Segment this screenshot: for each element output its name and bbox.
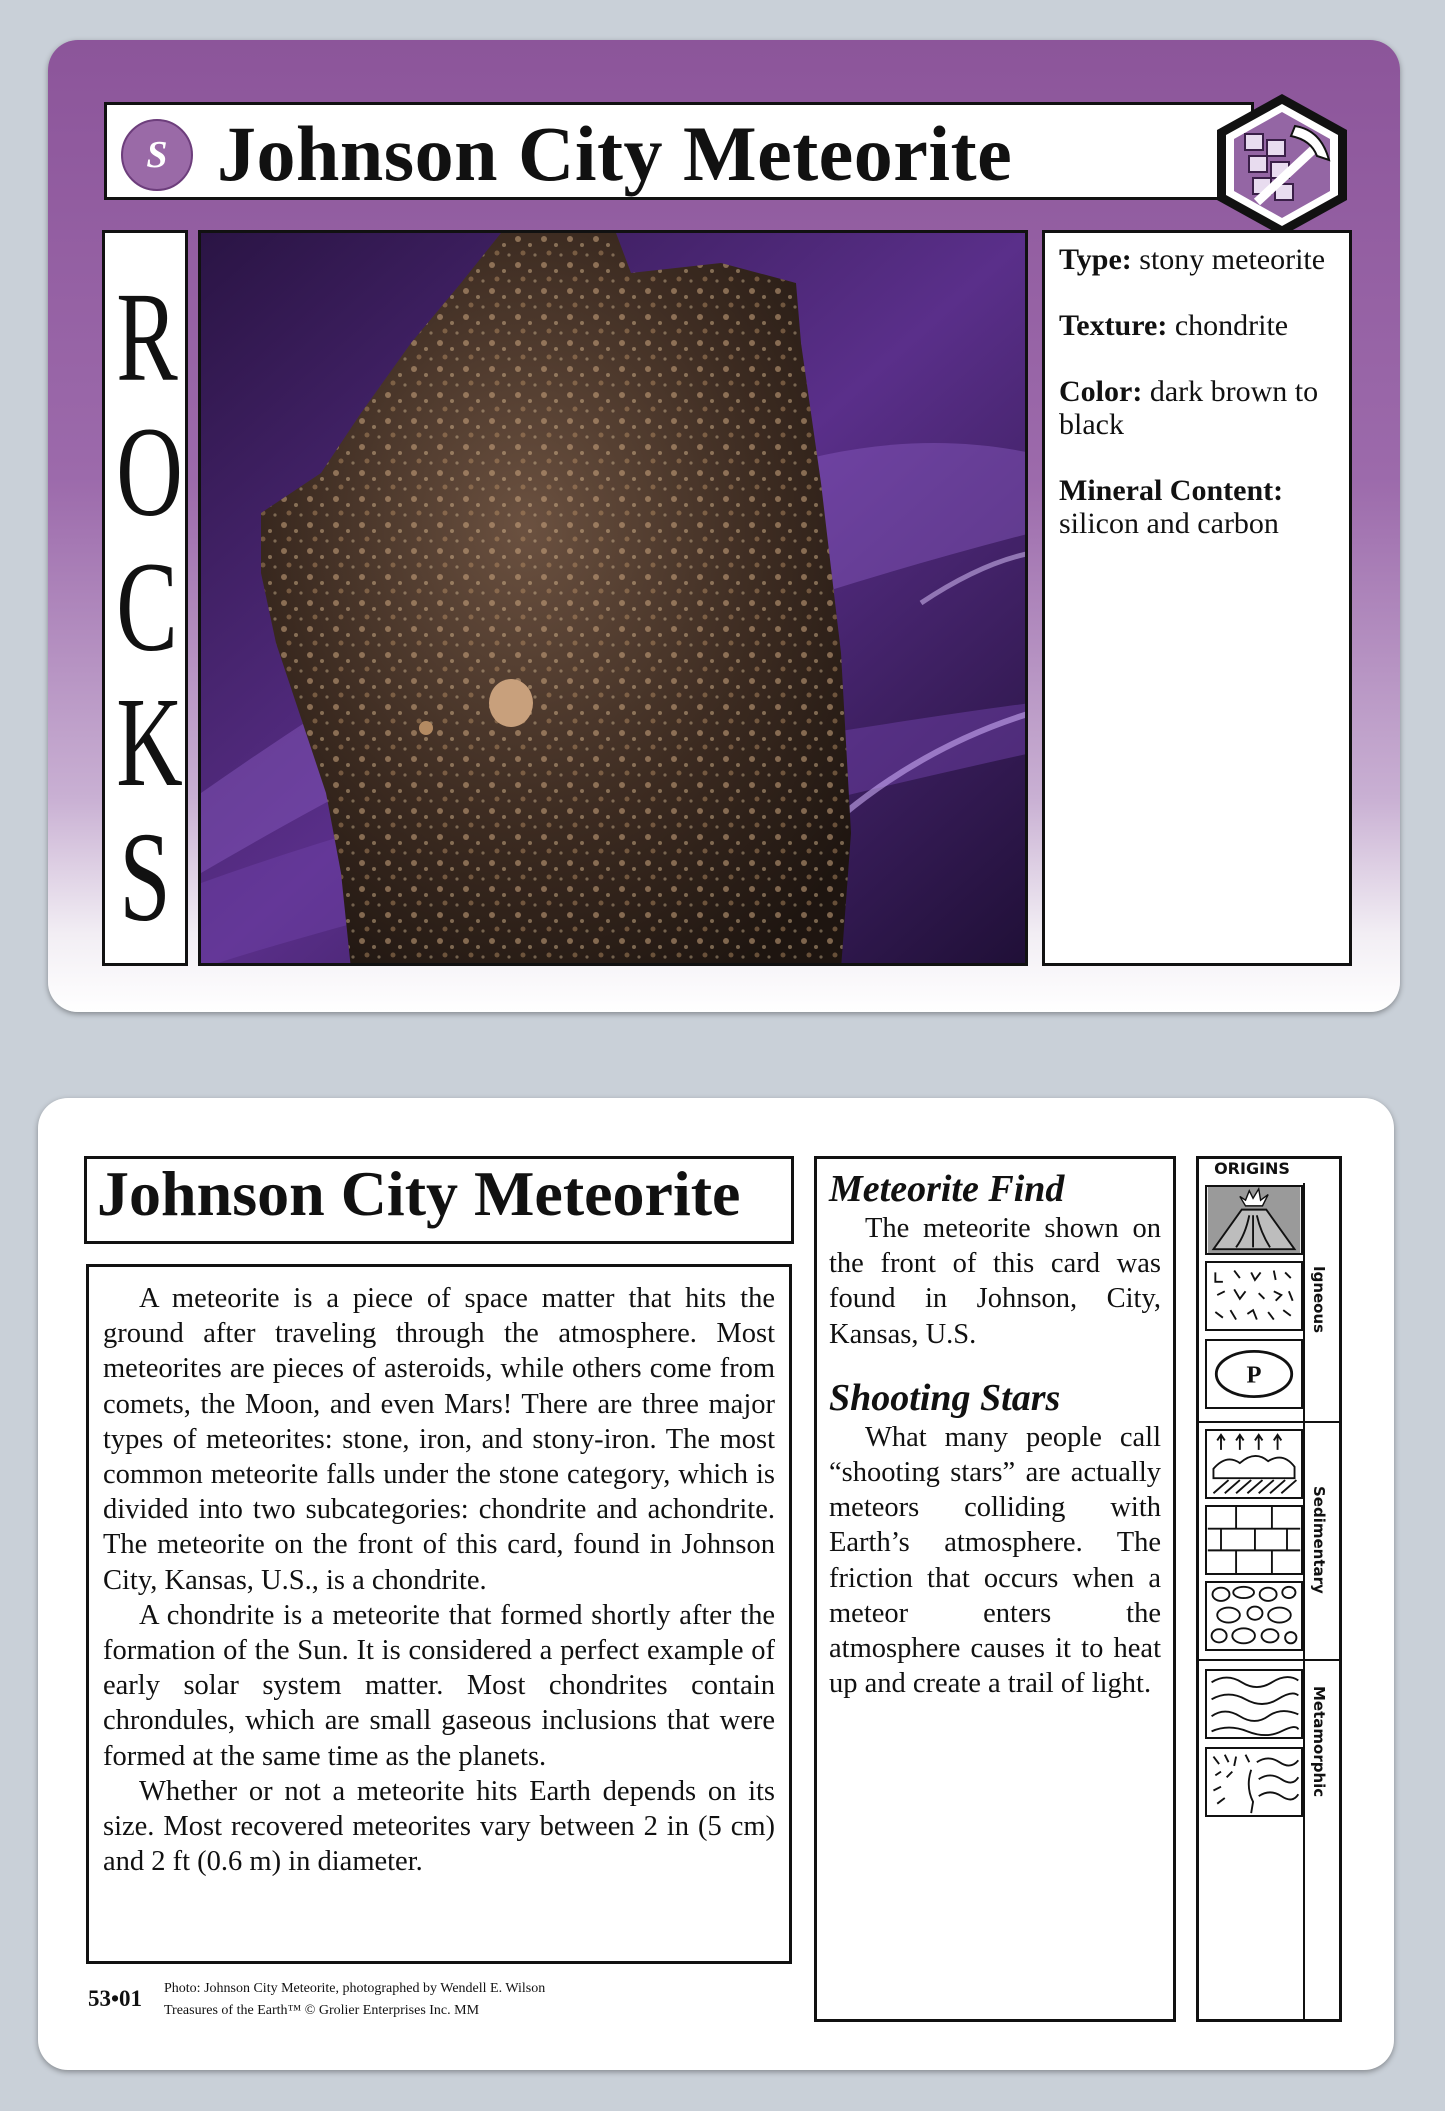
sediment-deposit-icon — [1205, 1429, 1303, 1499]
back-title-box — [84, 1156, 794, 1244]
sidebar-heading-meteorite-find: Meteorite Find — [829, 1168, 1065, 1210]
side-letter-r: R — [116, 266, 178, 408]
origins-divider-2 — [1199, 1659, 1339, 1661]
sidebar-column — [814, 1156, 1176, 2022]
sidebar-text-meteorite-find: The meteorite shown on the front of this card was found in Johnson, City, Kansas, U.S. — [829, 1213, 1161, 1350]
mineral-hexagon-icon — [1211, 90, 1353, 240]
credit-line-2: Treasures of the Earth™ © Grolier Enterprises Inc. MM — [164, 2003, 480, 2018]
foliated-rock-icon — [1205, 1669, 1303, 1739]
fact-texture: Texture: chondrite — [1059, 309, 1289, 342]
front-title-box — [104, 102, 1254, 200]
meteorite-image — [201, 233, 1028, 966]
card-front — [48, 40, 1400, 1012]
origins-panel — [1196, 1156, 1342, 2022]
paragraph-1: A meteorite is a piece of space matter that hits the ground after traveling through the atmosphere. Most meteorites are pieces of asteroids, while others come from comets, the Moon, and even Mars! There are three major types of meteorites: stone, iron, and stony-iron. The most common meteorite falls under the stone category, which is divided into two subcategories: chondrite and achondrite. The meteorite on the front of this card, found in Johnson City, Kansas, U.S., is a chondrite. — [103, 1283, 775, 1596]
category-side-label — [102, 230, 188, 966]
volcano-icon — [1205, 1185, 1303, 1255]
fact-mineral-content: Mineral Content: silicon and carbon — [1059, 474, 1284, 540]
paragraph-2: A chondrite is a meteorite that formed shortly after the formation of the Sun. It is considered a perfect example of early solar system matter. Most chondrites contain chrondules, which are small gaseous inclusions that were formed at the same time as the planets. — [103, 1599, 775, 1772]
credit-line-1: Photo: Johnson City Meteorite, photographed by Wendell E. Wilson — [164, 1981, 546, 1996]
side-letter-c: C — [116, 536, 178, 678]
brand-logo: S — [121, 119, 193, 191]
fact-panel — [1042, 230, 1352, 966]
plutonic-mark: P — [1246, 1361, 1262, 1389]
side-letter-k: K — [116, 671, 183, 813]
conglomerate-icon — [1205, 1581, 1303, 1651]
sidebar-heading-shooting-stars: Shooting Stars — [829, 1376, 1061, 1419]
plutonic-icon — [1205, 1339, 1303, 1409]
sidebar-text-shooting-stars: What many people call “shooting stars” are actually meteors colliding with Earth’s atmosphere. The friction that occurs when a meteor enters the atmosphere causes it to heat up and create a trail of light. — [829, 1421, 1161, 1700]
side-letter-o: O — [116, 401, 183, 543]
fact-color: Color: dark brown to black — [1059, 375, 1319, 441]
side-letter-s: S — [119, 806, 171, 948]
card-back — [38, 1098, 1394, 2070]
back-title: Johnson City Meteorite — [97, 1158, 741, 1229]
origin-group-metamorphic: Metamorphic — [1310, 1686, 1328, 1798]
fact-type: Type: stony meteorite — [1059, 243, 1326, 276]
origins-divider-1 — [1199, 1421, 1339, 1423]
card-number: 53•01 — [88, 1986, 143, 2011]
meteorite-photo — [198, 230, 1028, 966]
brick-layers-icon — [1205, 1505, 1303, 1575]
origin-group-igneous: Igneous — [1310, 1266, 1328, 1334]
metamorphosed-igneous-icon — [1205, 1747, 1303, 1817]
intrusive-rock-icon — [1205, 1261, 1303, 1331]
photo-credit — [164, 1978, 545, 2022]
front-title: Johnson City Meteorite — [217, 110, 1013, 197]
description-box — [86, 1264, 792, 1964]
paragraph-3: Whether or not a meteorite hits Earth depends on its size. Most recovered meteorites vary between 2 in (5 cm) and 2 ft (0.6 m) in diameter. — [103, 1775, 775, 1878]
origins-label: ORIGINS — [1214, 1159, 1290, 1178]
origin-group-sedimentary: Sedimentary — [1310, 1486, 1328, 1594]
